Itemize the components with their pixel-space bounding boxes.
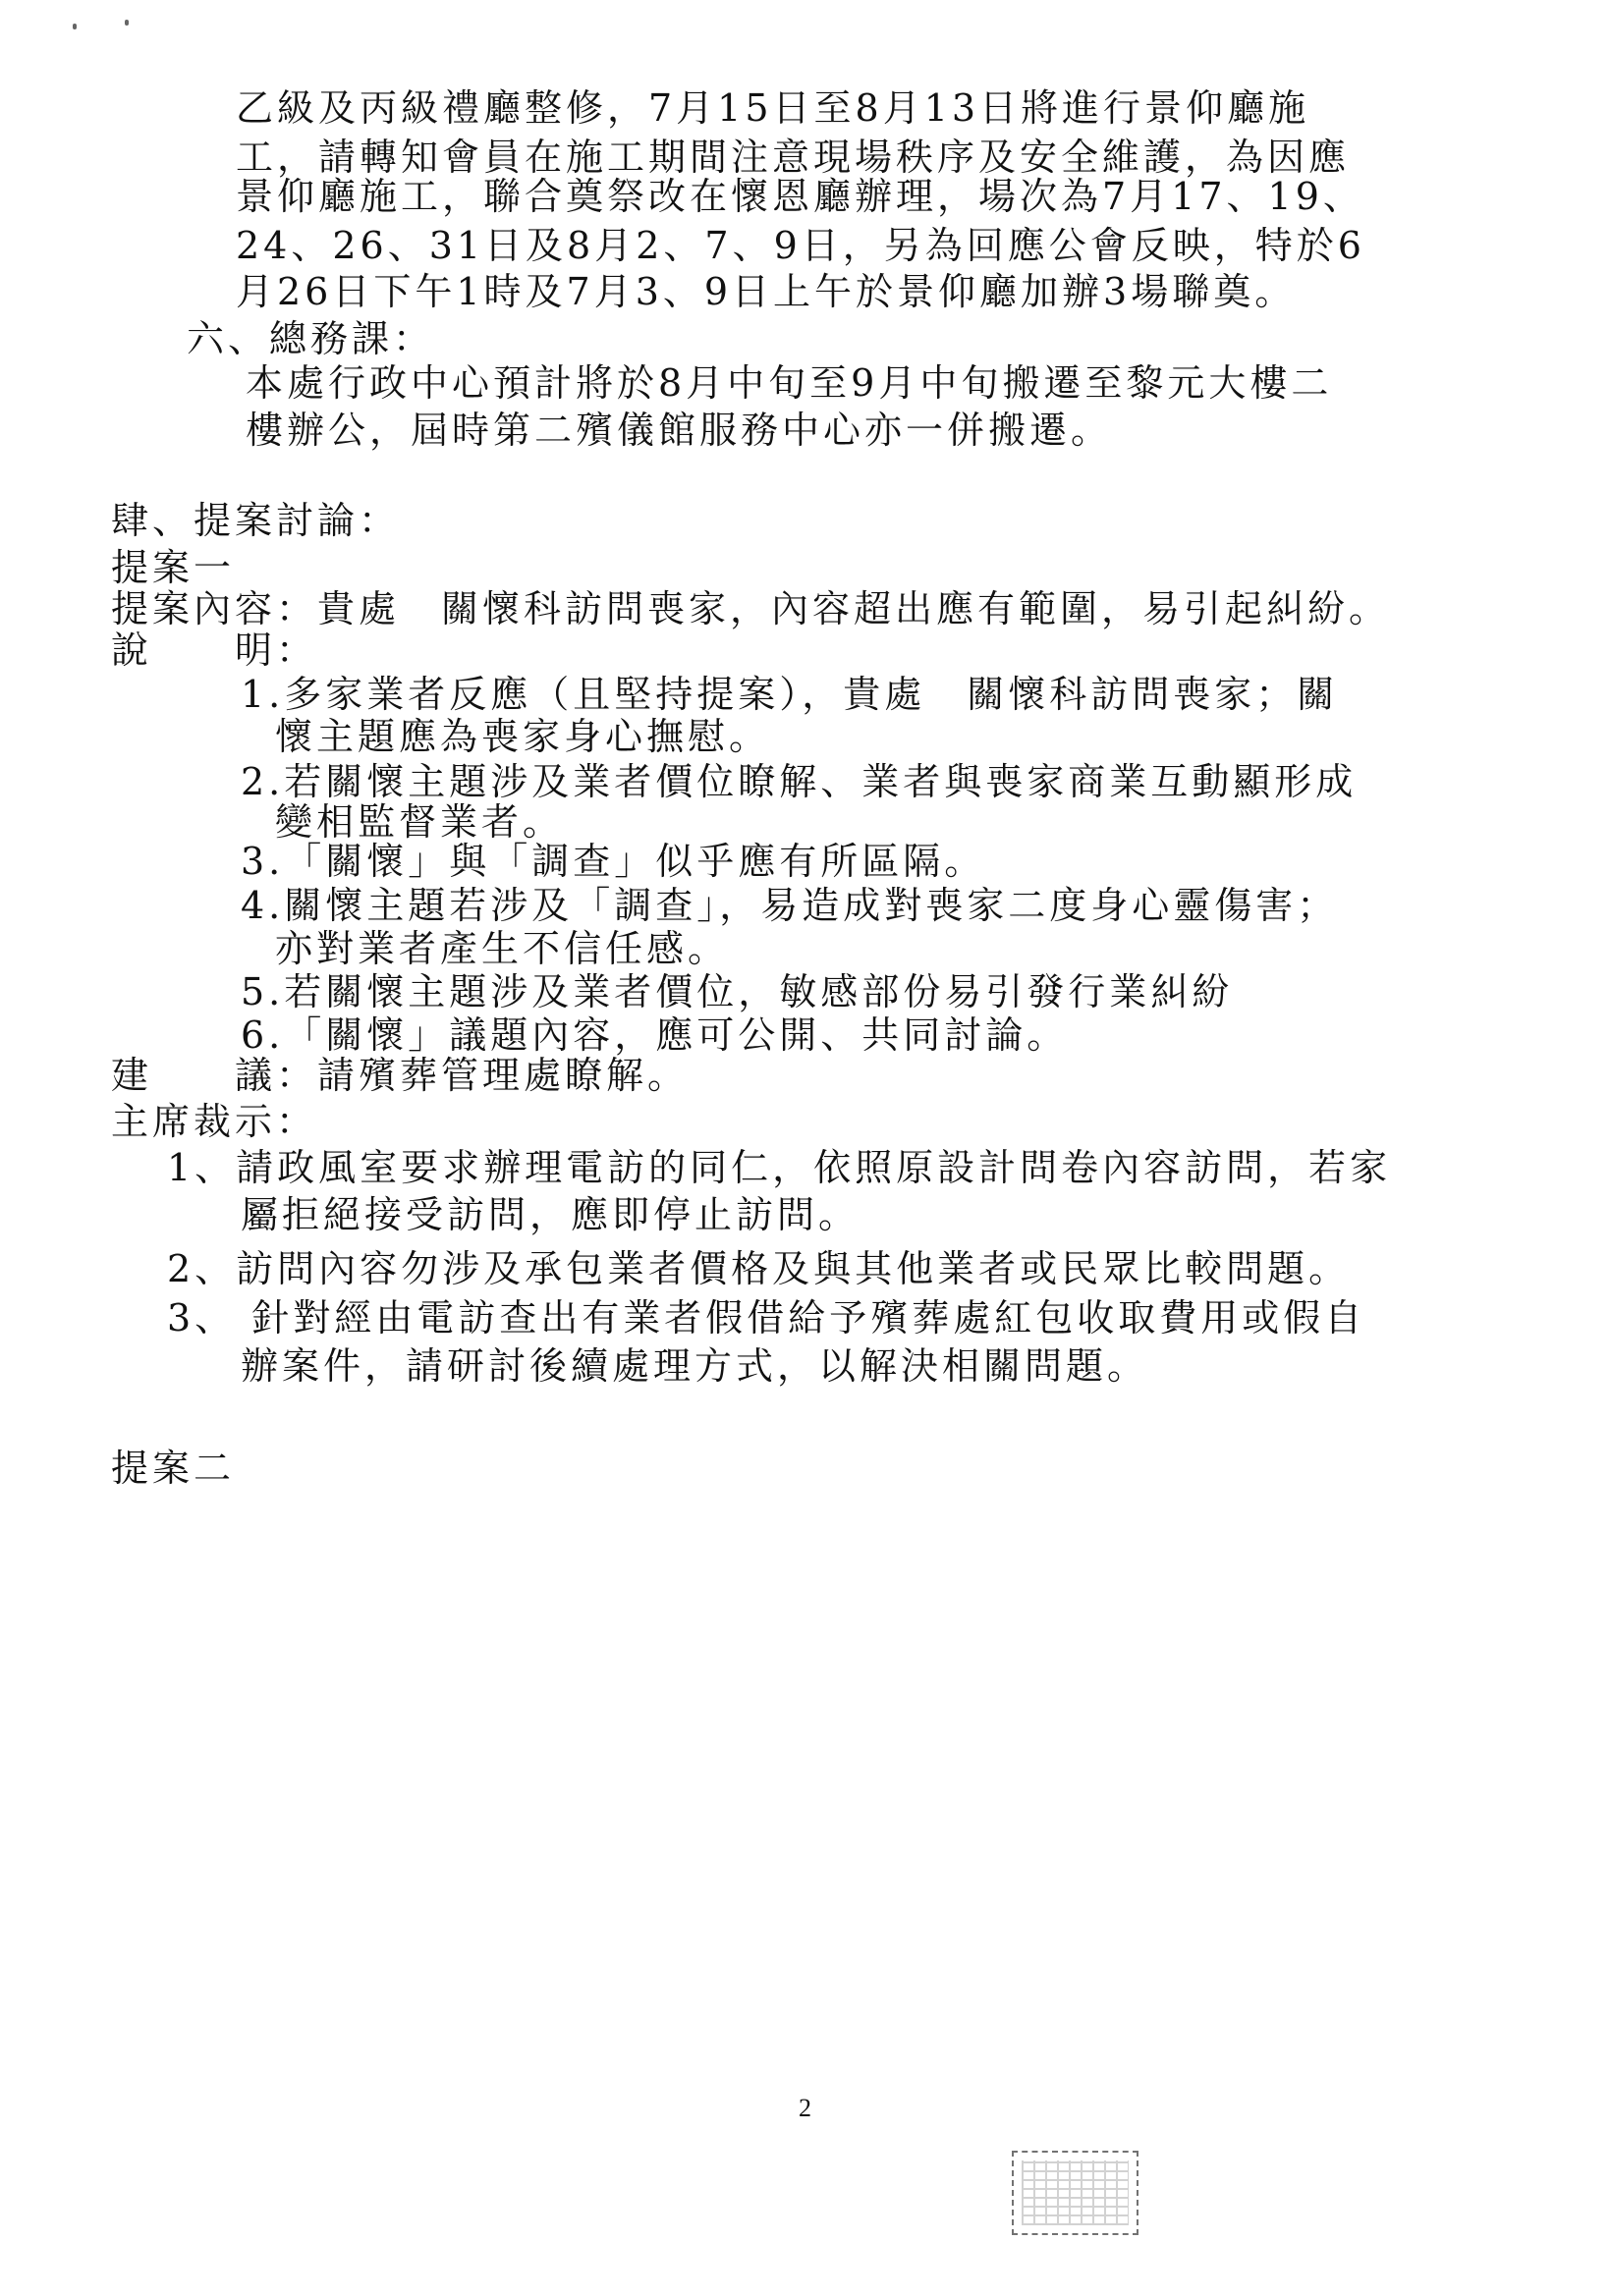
explanation-item: 2.若關懷主題涉及業者價位瞭解、業者與喪家商業互動顯形成 [241, 760, 1358, 803]
explanation-item: 3.「關懷」與「調查」似乎應有所區隔。 [241, 840, 986, 883]
body-line: 景仰廳施工，聯合奠祭改在懷恩廳辦理，場次為7月17、19、 [236, 175, 1364, 218]
ruling-item: 1、請政風室要求辦理電訪的同仁，依照原設計問卷內容訪問，若家 [167, 1146, 1392, 1189]
section-heading: 肆、提案討論： [111, 499, 401, 542]
body-line: 24、26、31日及8月2、7、9日，另為回應公會反映，特於6 [236, 224, 1365, 267]
ruling-item: 2、訪問內容勿涉及承包業者價格及與其他業者或民眾比較問題。 [167, 1247, 1351, 1290]
body-line: 乙級及丙級禮廳整修，7月15日至8月13日將進行景仰廳施 [236, 86, 1310, 130]
proposal-title: 提案二 [111, 1447, 236, 1490]
explanation-item: 懷主題應為喪家身心撫慰。 [275, 715, 771, 758]
explanation-item: 6.「關懷」議題內容，應可公開、共同討論。 [241, 1013, 1069, 1057]
ruling-item: 辦案件，請研討後續處理方式，以解決相關問題。 [241, 1344, 1149, 1388]
ruling-item: 屬拒絕接受訪問，應即停止訪問。 [241, 1193, 861, 1236]
body-line: 月26日下午1時及7月3、9日上午於景仰廳加辦3場聯奠。 [236, 270, 1297, 313]
proposal-content: 提案內容：貴處 關懷科訪問喪家，內容超出應有範圍，易引起糾紛。 [111, 587, 1391, 630]
chair-ruling-label: 主席裁示： [111, 1100, 318, 1143]
explanation-label: 說 明： [111, 629, 318, 672]
body-line: 樓辦公，屆時第二殯儀館服務中心亦一併搬遷。 [246, 409, 1113, 452]
scan-speck [73, 24, 77, 29]
explanation-item: 4.關懷主題若涉及「調查」，易造成對喪家二度身心靈傷害； [241, 884, 1339, 927]
body-line: 工，請轉知會員在施工期間注意現場秩序及安全維護，為因應 [236, 136, 1351, 179]
explanation-item: 變相監督業者。 [275, 800, 565, 844]
suggestion-line: 建 議：請殯葬管理處瞭解。 [111, 1054, 690, 1097]
section-heading: 六、總務課： [187, 317, 435, 360]
explanation-item: 亦對業者產生不信任感。 [275, 927, 730, 970]
explanation-item: 1.多家業者反應（且堅持提案），貴處 關懷科訪問喪家；關 [241, 673, 1339, 716]
scan-speck [125, 20, 129, 26]
page-number: 2 [799, 2094, 811, 2122]
stamp-texture [1022, 2160, 1129, 2225]
seal-stamp [1012, 2151, 1138, 2235]
proposal-title: 提案一 [111, 546, 236, 589]
explanation-item: 5.若關懷主題涉及業者價位，敏感部份易引發行業糾紛 [241, 970, 1234, 1013]
ruling-item: 3、 針對經由電訪查出有業者假借給予殯葬處紅包收取費用或假自 [167, 1296, 1366, 1339]
body-line: 本處行政中心預計將於8月中旬至9月中旬搬遷至黎元大樓二 [246, 361, 1333, 405]
